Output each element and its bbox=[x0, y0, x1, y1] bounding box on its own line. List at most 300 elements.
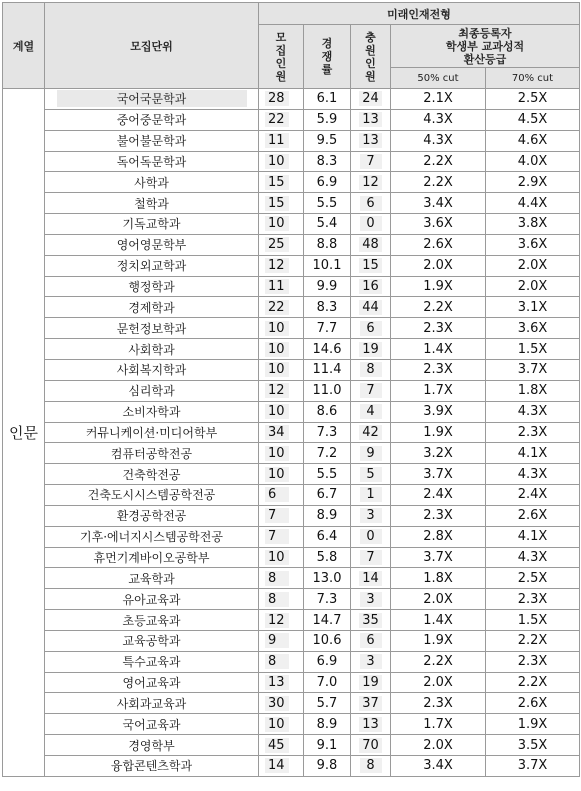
cut50-cell: 3.9X bbox=[391, 401, 486, 422]
extra-cell bbox=[351, 589, 391, 610]
extra-cell-text: 7 bbox=[360, 154, 382, 169]
cut50-cell: 3.4X bbox=[391, 756, 486, 777]
quota-cell bbox=[259, 276, 304, 297]
unit-cell-text: 휴먼기계바이오공학부 bbox=[93, 550, 210, 565]
unit-cell bbox=[45, 234, 259, 255]
unit-cell-text: 심리학과 bbox=[128, 384, 175, 399]
cut50-cell: 1.9X bbox=[391, 276, 486, 297]
extra-cell bbox=[351, 359, 391, 380]
cut50-cell: 2.3X bbox=[391, 505, 486, 526]
quota-cell-text: 9 bbox=[265, 633, 289, 648]
extra-cell-text: 4 bbox=[360, 404, 382, 419]
competition-cell: 8.3 bbox=[304, 297, 351, 318]
cut50-cell: 2.4X bbox=[391, 485, 486, 506]
unit-cell-text: 국어국문학과 bbox=[57, 90, 247, 107]
table-row bbox=[3, 422, 580, 443]
competition-cell: 8.6 bbox=[304, 401, 351, 422]
quota-cell bbox=[259, 151, 304, 172]
extra-cell bbox=[351, 651, 391, 672]
header-group: 미래인재전형 bbox=[259, 3, 580, 25]
quota-cell bbox=[259, 380, 304, 401]
quota-cell-text: 25 bbox=[265, 237, 289, 252]
cut50-cell: 2.2X bbox=[391, 297, 486, 318]
competition-cell: 6.7 bbox=[304, 485, 351, 506]
extra-cell bbox=[351, 568, 391, 589]
cut50-cell: 2.0X bbox=[391, 735, 486, 756]
cut50-cell: 3.7X bbox=[391, 547, 486, 568]
extra-cell bbox=[351, 151, 391, 172]
quota-cell-text: 34 bbox=[265, 425, 289, 440]
cut70-cell: 3.7X bbox=[486, 756, 580, 777]
extra-cell bbox=[351, 422, 391, 443]
unit-cell bbox=[45, 422, 259, 443]
unit-cell-text: 사회복지학과 bbox=[116, 363, 187, 378]
unit-cell bbox=[45, 318, 259, 339]
unit-cell bbox=[45, 109, 259, 130]
cut70-cell: 4.4X bbox=[486, 193, 580, 214]
extra-cell bbox=[351, 505, 391, 526]
table-row bbox=[3, 172, 580, 193]
unit-cell-text: 환경공학전공 bbox=[116, 509, 187, 524]
unit-cell-text: 교육학과 bbox=[128, 571, 175, 586]
table-row bbox=[3, 234, 580, 255]
competition-cell: 11.0 bbox=[304, 380, 351, 401]
extra-cell bbox=[351, 443, 391, 464]
extra-cell-text: 6 bbox=[360, 196, 382, 211]
table-row bbox=[3, 130, 580, 151]
table-row bbox=[3, 255, 580, 276]
unit-cell bbox=[45, 193, 259, 214]
header-cut50: 50% cut bbox=[391, 68, 486, 89]
quota-cell bbox=[259, 255, 304, 276]
unit-cell-text: 영어영문학부 bbox=[116, 238, 187, 253]
quota-cell-text: 12 bbox=[265, 383, 289, 398]
unit-cell bbox=[45, 172, 259, 193]
unit-cell-text: 사회과교육과 bbox=[116, 696, 187, 711]
quota-cell bbox=[259, 89, 304, 110]
cut50-cell: 1.7X bbox=[391, 714, 486, 735]
unit-cell bbox=[45, 568, 259, 589]
table-row bbox=[3, 756, 580, 777]
extra-cell-text: 15 bbox=[359, 258, 382, 273]
table-row bbox=[3, 630, 580, 651]
extra-cell-text: 48 bbox=[359, 237, 382, 252]
quota-cell-text: 8 bbox=[265, 654, 289, 669]
quota-cell bbox=[259, 297, 304, 318]
quota-cell bbox=[259, 422, 304, 443]
unit-cell bbox=[45, 276, 259, 297]
extra-cell bbox=[351, 526, 391, 547]
unit-cell-text: 사회학과 bbox=[128, 342, 175, 357]
cut70-cell: 4.3X bbox=[486, 547, 580, 568]
table-row bbox=[3, 693, 580, 714]
cut70-cell: 2.5X bbox=[486, 89, 580, 110]
competition-cell: 8.3 bbox=[304, 151, 351, 172]
table-row bbox=[3, 485, 580, 506]
cut70-cell: 3.6X bbox=[486, 234, 580, 255]
extra-cell bbox=[351, 318, 391, 339]
extra-cell-text: 3 bbox=[360, 592, 382, 607]
cut70-cell: 4.1X bbox=[486, 526, 580, 547]
unit-cell bbox=[45, 89, 259, 110]
cut70-cell: 1.9X bbox=[486, 714, 580, 735]
competition-cell: 5.9 bbox=[304, 109, 351, 130]
quota-cell-text: 22 bbox=[265, 112, 289, 127]
table-body bbox=[3, 89, 580, 777]
table-row bbox=[3, 318, 580, 339]
extra-cell-text: 7 bbox=[360, 383, 382, 398]
competition-cell: 8.9 bbox=[304, 714, 351, 735]
extra-cell bbox=[351, 339, 391, 360]
competition-cell: 9.1 bbox=[304, 735, 351, 756]
extra-cell bbox=[351, 610, 391, 631]
cut70-cell: 2.9X bbox=[486, 172, 580, 193]
extra-cell-text: 44 bbox=[359, 300, 382, 315]
cut70-cell: 2.4X bbox=[486, 485, 580, 506]
unit-cell-text: 기후·에너지시스템공학전공 bbox=[80, 530, 223, 545]
unit-cell-text: 불어불문학과 bbox=[116, 134, 187, 149]
table-row bbox=[3, 505, 580, 526]
cut50-cell: 1.7X bbox=[391, 380, 486, 401]
extra-cell-text: 13 bbox=[359, 133, 382, 148]
table-row bbox=[3, 714, 580, 735]
extra-cell bbox=[351, 485, 391, 506]
table-row bbox=[3, 526, 580, 547]
unit-cell bbox=[45, 464, 259, 485]
extra-cell bbox=[351, 380, 391, 401]
competition-cell: 14.6 bbox=[304, 339, 351, 360]
table-row bbox=[3, 380, 580, 401]
extra-cell bbox=[351, 547, 391, 568]
competition-cell: 5.8 bbox=[304, 547, 351, 568]
quota-cell-text: 10 bbox=[265, 717, 289, 732]
cut50-cell: 2.2X bbox=[391, 651, 486, 672]
unit-cell-text: 유아교육과 bbox=[122, 592, 181, 607]
cut50-cell: 2.2X bbox=[391, 151, 486, 172]
extra-cell bbox=[351, 297, 391, 318]
unit-cell-text: 영어교육과 bbox=[122, 676, 181, 691]
unit-cell bbox=[45, 610, 259, 631]
quota-cell-text: 15 bbox=[265, 175, 289, 190]
admissions-table bbox=[2, 2, 580, 777]
quota-cell bbox=[259, 630, 304, 651]
competition-cell: 6.4 bbox=[304, 526, 351, 547]
cut70-cell: 4.0X bbox=[486, 151, 580, 172]
unit-cell bbox=[45, 547, 259, 568]
extra-cell-text: 8 bbox=[360, 362, 382, 377]
unit-cell-text: 컴퓨터공학전공 bbox=[110, 446, 193, 461]
extra-cell bbox=[351, 735, 391, 756]
quota-cell-text: 10 bbox=[265, 342, 289, 357]
extra-cell-text: 9 bbox=[360, 446, 382, 461]
cut50-cell: 2.3X bbox=[391, 693, 486, 714]
quota-cell bbox=[259, 505, 304, 526]
extra-cell bbox=[351, 756, 391, 777]
header-grade-title: 최종등록자 학생부 교과성적 환산등급 bbox=[391, 25, 580, 68]
cut70-cell: 3.7X bbox=[486, 359, 580, 380]
competition-cell: 11.4 bbox=[304, 359, 351, 380]
cut50-cell: 3.4X bbox=[391, 193, 486, 214]
header-cut70: 70% cut bbox=[486, 68, 580, 89]
extra-cell bbox=[351, 630, 391, 651]
header-category: 계열 bbox=[3, 3, 45, 89]
competition-cell: 9.9 bbox=[304, 276, 351, 297]
extra-cell bbox=[351, 89, 391, 110]
quota-cell bbox=[259, 568, 304, 589]
unit-cell bbox=[45, 297, 259, 318]
extra-cell bbox=[351, 401, 391, 422]
unit-cell bbox=[45, 359, 259, 380]
cut50-cell: 2.2X bbox=[391, 172, 486, 193]
extra-cell bbox=[351, 193, 391, 214]
extra-cell-text: 0 bbox=[360, 529, 382, 544]
quota-cell-text: 8 bbox=[265, 571, 289, 586]
quota-cell bbox=[259, 651, 304, 672]
extra-cell bbox=[351, 693, 391, 714]
quota-cell-text: 10 bbox=[265, 446, 289, 461]
table-row bbox=[3, 610, 580, 631]
extra-cell-text: 19 bbox=[359, 675, 382, 690]
unit-cell bbox=[45, 756, 259, 777]
quota-cell-text: 8 bbox=[265, 592, 289, 607]
quota-cell-text: 10 bbox=[265, 321, 289, 336]
cut50-cell: 3.2X bbox=[391, 443, 486, 464]
unit-cell-text: 건축도시시스템공학전공 bbox=[87, 488, 216, 503]
unit-cell-text: 소비자학과 bbox=[122, 405, 181, 420]
table-row bbox=[3, 109, 580, 130]
extra-cell bbox=[351, 276, 391, 297]
competition-cell: 5.5 bbox=[304, 193, 351, 214]
competition-cell: 8.9 bbox=[304, 505, 351, 526]
unit-cell-text: 중어중문학과 bbox=[116, 113, 187, 128]
unit-cell bbox=[45, 443, 259, 464]
unit-cell-text: 경제학과 bbox=[128, 300, 175, 315]
table-row bbox=[3, 339, 580, 360]
unit-cell-text: 기독교학과 bbox=[122, 217, 181, 232]
extra-cell-text: 6 bbox=[360, 321, 382, 336]
quota-cell bbox=[259, 234, 304, 255]
unit-cell bbox=[45, 214, 259, 235]
quota-cell-text: 10 bbox=[265, 550, 289, 565]
quota-cell-text: 10 bbox=[265, 404, 289, 419]
extra-cell-text: 35 bbox=[359, 613, 382, 628]
competition-cell: 6.9 bbox=[304, 172, 351, 193]
unit-cell-text: 국어교육과 bbox=[122, 717, 181, 732]
header-quota: 모 집 인 원 bbox=[259, 25, 304, 89]
quota-cell-text: 11 bbox=[265, 279, 289, 294]
quota-cell-text: 11 bbox=[265, 133, 289, 148]
unit-cell bbox=[45, 151, 259, 172]
table-row bbox=[3, 297, 580, 318]
table-row bbox=[3, 735, 580, 756]
extra-cell-text: 70 bbox=[359, 738, 382, 753]
quota-cell-text: 14 bbox=[265, 758, 289, 773]
competition-cell: 5.4 bbox=[304, 214, 351, 235]
cut50-cell: 2.1X bbox=[391, 89, 486, 110]
cut50-cell: 2.0X bbox=[391, 672, 486, 693]
cut70-cell: 2.3X bbox=[486, 651, 580, 672]
unit-cell-text: 융합콘텐츠학과 bbox=[110, 759, 193, 774]
cut70-cell: 4.6X bbox=[486, 130, 580, 151]
unit-cell bbox=[45, 401, 259, 422]
table-row bbox=[3, 464, 580, 485]
cut50-cell: 1.4X bbox=[391, 610, 486, 631]
competition-cell: 9.5 bbox=[304, 130, 351, 151]
cut50-cell: 2.0X bbox=[391, 255, 486, 276]
extra-cell bbox=[351, 714, 391, 735]
quota-cell bbox=[259, 756, 304, 777]
unit-cell bbox=[45, 693, 259, 714]
unit-cell bbox=[45, 485, 259, 506]
unit-cell bbox=[45, 380, 259, 401]
cut70-cell: 4.3X bbox=[486, 464, 580, 485]
quota-cell-text: 12 bbox=[265, 258, 289, 273]
competition-cell: 5.7 bbox=[304, 693, 351, 714]
extra-cell-text: 24 bbox=[359, 91, 382, 106]
unit-cell-text: 정치외교학과 bbox=[116, 259, 187, 274]
extra-cell-text: 3 bbox=[360, 654, 382, 669]
competition-cell: 5.5 bbox=[304, 464, 351, 485]
cut50-cell: 2.8X bbox=[391, 526, 486, 547]
quota-cell bbox=[259, 443, 304, 464]
cut70-cell: 3.8X bbox=[486, 214, 580, 235]
quota-cell-text: 10 bbox=[265, 362, 289, 377]
competition-cell: 9.8 bbox=[304, 756, 351, 777]
table-row bbox=[3, 672, 580, 693]
table-row bbox=[3, 276, 580, 297]
unit-cell bbox=[45, 735, 259, 756]
table-row bbox=[3, 443, 580, 464]
extra-cell-text: 12 bbox=[359, 175, 382, 190]
extra-cell-text: 16 bbox=[359, 279, 382, 294]
quota-cell bbox=[259, 339, 304, 360]
unit-cell-text: 경영학부 bbox=[128, 738, 175, 753]
table-row bbox=[3, 547, 580, 568]
header-unit: 모집단위 bbox=[45, 3, 259, 89]
competition-cell: 8.8 bbox=[304, 234, 351, 255]
extra-cell-text: 0 bbox=[360, 216, 382, 231]
quota-cell-text: 45 bbox=[265, 738, 289, 753]
quota-cell bbox=[259, 109, 304, 130]
competition-cell: 6.9 bbox=[304, 651, 351, 672]
quota-cell bbox=[259, 359, 304, 380]
extra-cell bbox=[351, 130, 391, 151]
competition-cell: 7.7 bbox=[304, 318, 351, 339]
header-competition: 경 쟁 률 bbox=[304, 25, 351, 89]
quota-cell bbox=[259, 526, 304, 547]
extra-cell-text: 3 bbox=[360, 508, 382, 523]
quota-cell-text: 12 bbox=[265, 613, 289, 628]
cut70-cell: 2.2X bbox=[486, 672, 580, 693]
unit-cell bbox=[45, 651, 259, 672]
quota-cell bbox=[259, 735, 304, 756]
cut70-cell: 2.0X bbox=[486, 255, 580, 276]
extra-cell-text: 7 bbox=[360, 550, 382, 565]
unit-cell-text: 건축학전공 bbox=[122, 467, 181, 482]
cut50-cell: 2.3X bbox=[391, 359, 486, 380]
quota-cell bbox=[259, 193, 304, 214]
competition-cell: 10.1 bbox=[304, 255, 351, 276]
extra-cell-text: 8 bbox=[360, 758, 382, 773]
cut70-cell: 3.5X bbox=[486, 735, 580, 756]
cut50-cell: 3.6X bbox=[391, 214, 486, 235]
quota-cell bbox=[259, 401, 304, 422]
competition-cell: 7.3 bbox=[304, 422, 351, 443]
table-row bbox=[3, 589, 580, 610]
table-row bbox=[3, 89, 580, 110]
extra-cell-text: 1 bbox=[360, 487, 382, 502]
quota-cell bbox=[259, 547, 304, 568]
unit-cell-text: 철학과 bbox=[134, 196, 169, 211]
cut50-cell: 4.3X bbox=[391, 109, 486, 130]
extra-cell-text: 42 bbox=[359, 425, 382, 440]
table-row bbox=[3, 568, 580, 589]
quota-cell bbox=[259, 714, 304, 735]
extra-cell-text: 5 bbox=[360, 467, 382, 482]
table-row bbox=[3, 193, 580, 214]
quota-cell-text: 15 bbox=[265, 196, 289, 211]
cut50-cell: 4.3X bbox=[391, 130, 486, 151]
extra-cell bbox=[351, 214, 391, 235]
extra-cell-text: 13 bbox=[359, 717, 382, 732]
table-row bbox=[3, 401, 580, 422]
competition-cell: 7.2 bbox=[304, 443, 351, 464]
cut70-cell: 2.5X bbox=[486, 568, 580, 589]
unit-cell-text: 독어독문학과 bbox=[116, 154, 187, 169]
extra-cell bbox=[351, 109, 391, 130]
competition-cell: 6.1 bbox=[304, 89, 351, 110]
cut70-cell: 4.3X bbox=[486, 401, 580, 422]
quota-cell-text: 30 bbox=[265, 696, 289, 711]
extra-cell-text: 6 bbox=[360, 633, 382, 648]
cut70-cell: 3.6X bbox=[486, 318, 580, 339]
unit-cell bbox=[45, 255, 259, 276]
quota-cell bbox=[259, 589, 304, 610]
unit-cell bbox=[45, 505, 259, 526]
quota-cell bbox=[259, 214, 304, 235]
cut50-cell: 1.8X bbox=[391, 568, 486, 589]
cut50-cell: 2.6X bbox=[391, 234, 486, 255]
quota-cell-text: 6 bbox=[265, 487, 289, 502]
unit-cell-text: 초등교육과 bbox=[122, 613, 181, 628]
quota-cell bbox=[259, 610, 304, 631]
cut70-cell: 1.5X bbox=[486, 339, 580, 360]
cut70-cell: 2.2X bbox=[486, 630, 580, 651]
quota-cell bbox=[259, 464, 304, 485]
unit-cell-text: 커뮤니케이션·미디어학부 bbox=[85, 425, 218, 440]
category-cell: 인문 bbox=[3, 89, 45, 777]
quota-cell-text: 10 bbox=[265, 216, 289, 231]
competition-cell: 7.3 bbox=[304, 589, 351, 610]
cut70-cell: 2.0X bbox=[486, 276, 580, 297]
cut50-cell: 1.9X bbox=[391, 630, 486, 651]
cut50-cell: 3.7X bbox=[391, 464, 486, 485]
extra-cell-text: 37 bbox=[359, 696, 382, 711]
quota-cell bbox=[259, 485, 304, 506]
cut50-cell: 2.0X bbox=[391, 589, 486, 610]
unit-cell-text: 행정학과 bbox=[128, 280, 175, 295]
cut70-cell: 1.5X bbox=[486, 610, 580, 631]
extra-cell bbox=[351, 464, 391, 485]
table-row bbox=[3, 151, 580, 172]
competition-cell: 13.0 bbox=[304, 568, 351, 589]
extra-cell bbox=[351, 672, 391, 693]
unit-cell bbox=[45, 526, 259, 547]
quota-cell-text: 10 bbox=[265, 154, 289, 169]
quota-cell-text: 7 bbox=[265, 508, 289, 523]
cut70-cell: 4.1X bbox=[486, 443, 580, 464]
competition-cell: 10.6 bbox=[304, 630, 351, 651]
